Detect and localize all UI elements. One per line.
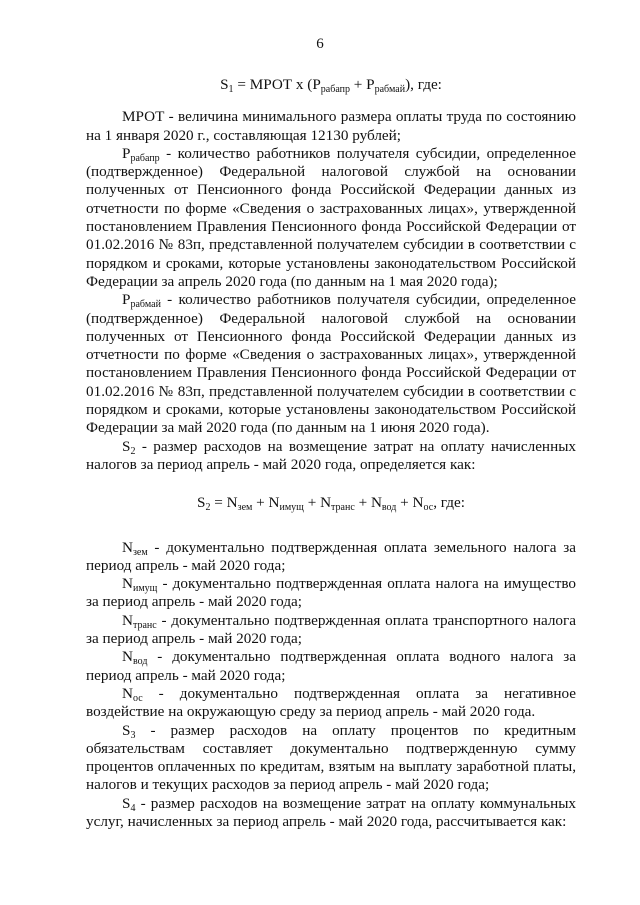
paragraph-mrot: МРОТ - величина минимального размера оплаты труда по состоянию на 1 января 2020 г., составляющая 12130 рублей;	[86, 108, 576, 144]
symbol-n-zem: N	[122, 538, 133, 556]
symbol-p-rab-apr-sub: рабапр	[130, 152, 160, 164]
formula-s2-n-vod-sub: вод	[381, 502, 397, 514]
symbol-s3-sub: 3	[130, 729, 136, 741]
symbol-p-rab-may: Р	[122, 291, 131, 309]
formula-s1	[86, 76, 576, 94]
formula-s1-term1-sub: рабапр	[320, 84, 350, 95]
formula-s2-n-imush-sub: имущ	[279, 502, 304, 514]
formula-s1-term2: Р	[366, 76, 375, 93]
paragraph-p-rab-apr-text: - количество работников получателя субсидии, определенное (подтвержденное) Федеральной налоговой службой на основании полученных от Пенсионного фонда Российской Федерации данных из отчетности по форме «Сведения о застрахованных лицах», утвержденной постановлением Правления Пенсионного фонда Российской Федерации от 01.02.2016 № 83п, представленной получателем субсидии в соответствии с порядком и сроками, которые установлены законодательством Российской Федерации за апрель 2020 года (по данным на 1 мая 2020 года);	[86, 144, 576, 290]
definition-s4	[86, 795, 576, 832]
formula-s1-eq: = МРОТ х (	[233, 76, 313, 93]
symbol-n-os: N	[122, 684, 133, 702]
symbol-n-zem-sub: зем	[132, 546, 148, 558]
symbol-n-trans-sub: транс	[132, 619, 157, 631]
definition-n-os	[86, 685, 576, 722]
paragraph-p-rab-may	[86, 291, 576, 437]
formula-s1-tail: ), где:	[405, 76, 442, 93]
formula-s2-plus-4: +	[396, 494, 413, 512]
symbol-n-imush: N	[122, 575, 133, 593]
page-number: 6	[316, 36, 324, 52]
formula-s2-n-zem: N	[226, 494, 238, 512]
definition-n-vod-text: - документально подтвержденная оплата водного налога за период апрель - май 2020 года;	[86, 648, 576, 684]
formula-s2-lhs-sub: 2	[205, 502, 211, 514]
formula-s2-eq: =	[210, 494, 227, 512]
formula-s2-n-zem-sub: зем	[237, 502, 253, 514]
formula-s2-n-trans: N	[320, 494, 332, 512]
paragraph-p-rab-apr	[86, 145, 576, 291]
formula-s1-plus: +	[349, 76, 367, 93]
symbol-s3: S	[122, 721, 131, 739]
formula-s2-plus-1: +	[252, 494, 269, 512]
symbol-n-os-sub: ос	[132, 692, 143, 704]
formula-s1-term2-sub: рабмай	[374, 84, 406, 95]
symbol-n-imush-sub: имущ	[132, 583, 158, 595]
formula-s2-n-imush: N	[268, 494, 280, 512]
symbol-s2: S	[122, 437, 131, 455]
paragraph-s2	[86, 438, 576, 475]
symbol-s4-sub: 4	[130, 802, 136, 814]
definition-s3	[86, 722, 576, 795]
formula-s1-term1: Р	[312, 76, 321, 93]
formula-s2-n-trans-sub: транс	[331, 502, 355, 514]
definition-n-os-text: - документально подтвержденная оплата за негативное воздействие на окружающую среду за период апрель - май 2020 года.	[86, 684, 576, 721]
symbol-n-vod: N	[122, 648, 133, 666]
definition-n-trans-text: - документально подтвержденная оплата транспортного налога за период апрель - май 2020 года;	[86, 611, 576, 648]
definition-s4-text: - размер расходов на возмещение затрат на оплату коммунальных услуг, начисленных за период апрель - май 2020 года, рассчитывается как:	[86, 794, 576, 830]
formula-s2-plus-2: +	[303, 494, 321, 512]
formula-s2-n-os-sub: ос	[423, 502, 434, 514]
formula-s2-lhs: S	[197, 494, 206, 512]
formula-s2	[86, 494, 576, 512]
formula-s2-n-os: N	[412, 494, 424, 512]
definition-n-zem	[86, 539, 576, 576]
formula-s2-n-vod: N	[370, 494, 382, 512]
document-body	[86, 68, 576, 831]
definition-n-zem-text: - документально подтвержденная оплата земельного налога за период апрель - май 2020 года;	[86, 538, 576, 574]
formula-s2-tail: , где:	[433, 494, 465, 512]
symbol-s4: S	[122, 794, 131, 812]
symbol-n-vod-sub: вод	[132, 656, 148, 668]
symbol-n-trans: N	[122, 611, 133, 629]
definition-n-trans	[86, 612, 576, 649]
definition-s3-text: - размер расходов на оплату процентов по кредитным обязательствам составляет документально подтвержденную сумму процентов оплаченных по кредитам, взятым на выплату заработной платы, налогов и текущих расходов за период апрель - май 2020 года;	[86, 721, 576, 794]
definition-n-imush	[86, 575, 576, 612]
paragraph-p-rab-may-text: - количество работников получателя субсидии, определенное (подтвержденное) Федеральной налоговой службой на основании полученных от Пенсионного фонда Российской Федерации данных из отчетности по форме «Сведения о застрахованных лицах», утвержденной постановлением Правления Пенсионного фонда Российской Федерации от 01.02.2016 № 83п, представленной получателем субсидии в соответствии с порядком и сроками, которые установлены законодательством Российской Федерации за май 2020 года (по данным на 1 июня 2020 года).	[86, 291, 576, 437]
formula-s2-plus-3: +	[354, 494, 371, 512]
definition-n-vod	[86, 648, 576, 685]
formula-s1-lhs: S	[220, 76, 229, 93]
formula-s1-lhs-sub: 1	[228, 84, 234, 95]
definition-n-imush-text: - документально подтвержденная оплата налога на имущество за период апрель - май 2020 года;	[86, 575, 576, 611]
symbol-p-rab-apr: Р	[122, 144, 131, 162]
symbol-s2-sub: 2	[130, 445, 136, 457]
paragraph-s2-text: - размер расходов на возмещение затрат на оплату начисленных налогов за период апрель - май 2020 года, определяется как:	[86, 437, 576, 473]
symbol-p-rab-may-sub: рабмай	[130, 299, 161, 311]
